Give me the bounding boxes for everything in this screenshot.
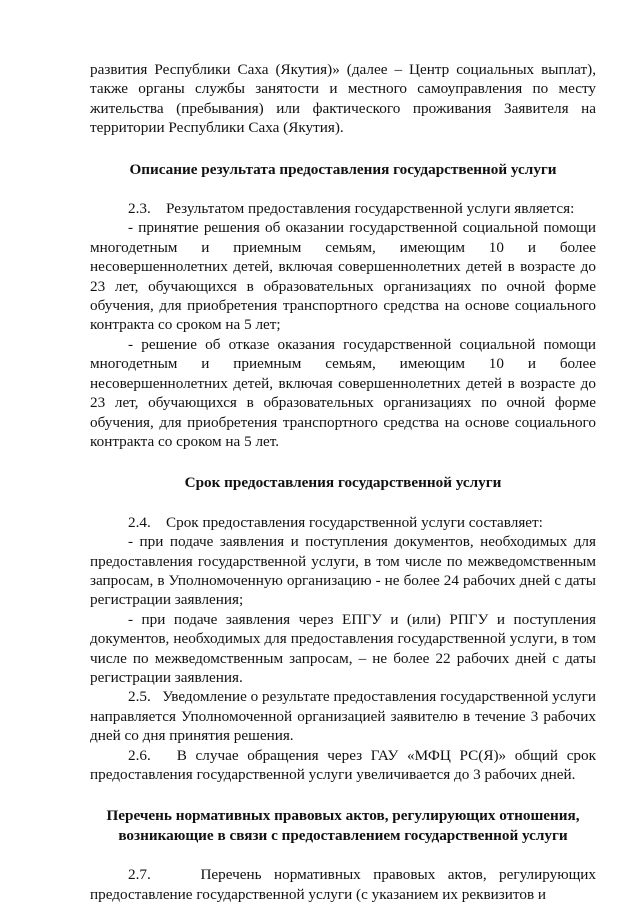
paragraph-2-4: 2.4. Срок предоставления государственной услуги составляет:	[128, 513, 543, 531]
section-heading-legal-acts-line1: Перечень нормативных правовых актов, регулирующих отношения,	[106, 807, 580, 825]
section-heading-legal-acts	[90, 806, 596, 845]
section-heading-term: Срок предоставления государственной услуги	[184, 474, 502, 492]
section-heading-legal-acts-line2: возникающие в связи с предоставлением государственной услуги	[118, 826, 568, 844]
intro-paragraph: развития Республики Саха (Якутия)» (далее – Центр социальных выплат), также органы службы занятости и местного самоуправления по месту жительства (пребывания) или фактического проживания Заявителя на территории Республики Саха (Якутия).	[90, 61, 596, 137]
list-item-term-office: - при подаче заявления и поступления документов, необходимых для предоставления государственной услуги, в том числе по межведомственным запросам, в Уполномоченную организацию - не более 24 рабочих дней с даты регистрации заявления;	[90, 533, 596, 609]
document-body	[90, 60, 596, 904]
paragraph-2-6: 2.6. В случае обращения через ГАУ «МФЦ РС(Я)» общий срок предоставления государственной услуги увеличивается до 3 рабочих дней.	[90, 746, 596, 783]
list-item-decision-refusal: - решение об отказе оказания государственной социальной помощи многодетным и приемным семьям, имеющим 10 и более несовершеннолетних детей, включая совершеннолетних детей в возрасте до 23 лет, обучающихся в образовательных организациях по очной форме обучения, для приобретения транспортного средства на основе социального контракта со сроком на 5 лет.	[90, 335, 596, 450]
list-item-term-online: - при подаче заявления через ЕПГУ и (или) РПГУ и поступления документов, необходимых для предоставления государственной услуги, в том числе по межведомственным запросам, – не более 22 рабочих дней с даты регистрации заявления.	[90, 610, 596, 686]
paragraph-2-7: 2.7. Перечень нормативных правовых актов, регулирующих предоставление государственной услуги (с указанием их реквизитов и	[90, 866, 596, 903]
list-item-decision-grant: - принятие решения об оказании государственной социальной помощи многодетным и приемным семьям, имеющим 10 и более несовершеннолетних детей, включая совершеннолетних детей в возрасте до 23 лет, обучающихся в образовательных организациях по очной форме обучения, для приобретения транспортного средства на основе социального контракта со сроком на 5 лет;	[90, 219, 596, 334]
paragraph-2-5: 2.5. Уведомление о результате предоставления государственной услуги направляется Уполномоченной организацией заявителю в течение 3 рабочих дней со дня принятия решения.	[90, 688, 596, 745]
paragraph-2-3: 2.3. Результатом предоставления государственной услуги является:	[128, 200, 575, 218]
section-heading-result: Описание результата предоставления государственной услуги	[129, 160, 557, 178]
